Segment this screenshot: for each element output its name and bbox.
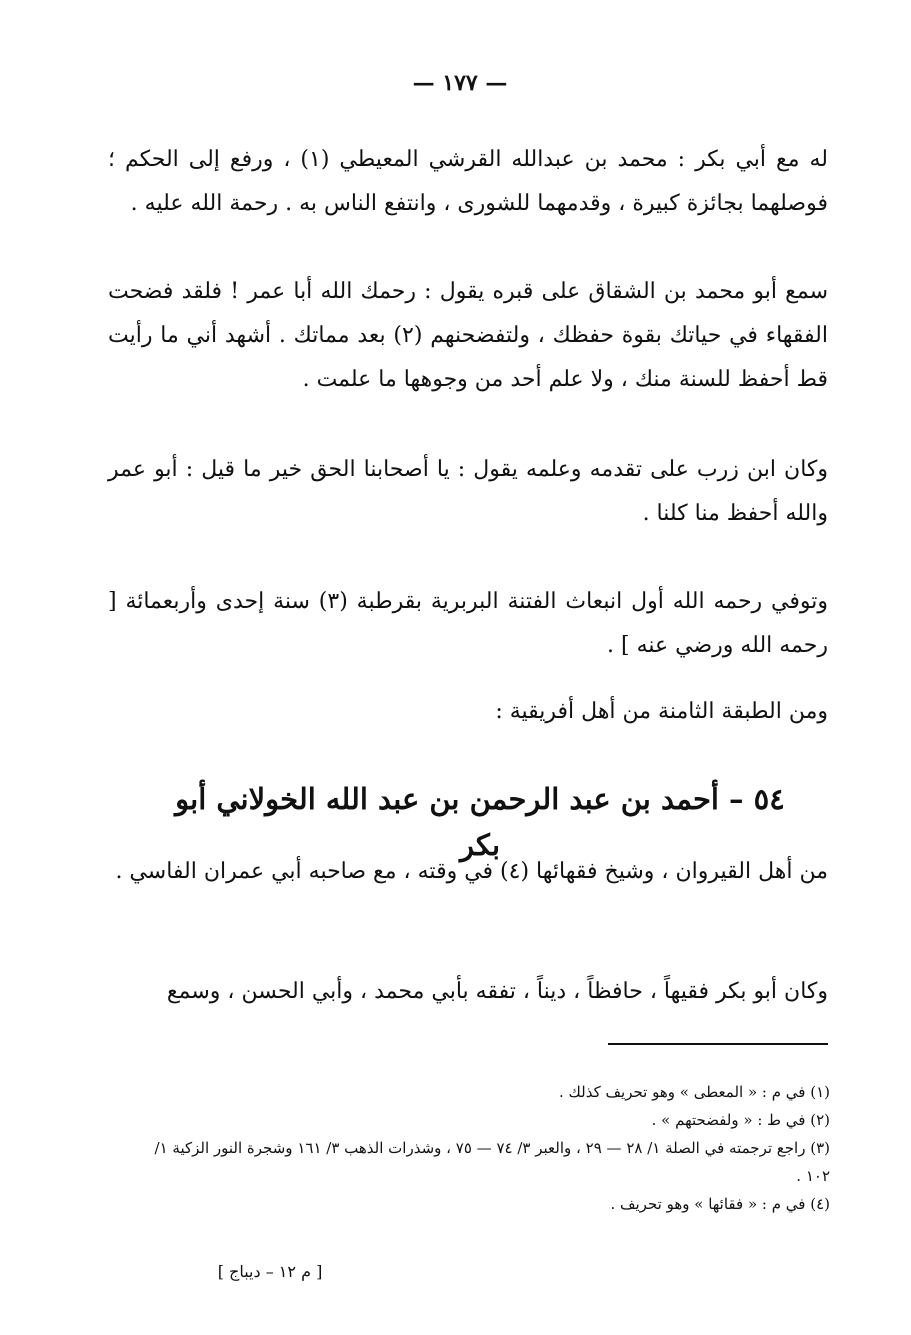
- printer-signature: [ م ١٢ – ديباج ]: [217, 1262, 323, 1281]
- paragraph-death: وتوفي رحمه الله أول انبعاث الفتنة البربرية بقرطبة (٣) سنة إحدى وأربعمائة [ رحمه الله ورضي عنه ] .: [108, 589, 829, 658]
- footnotes: [150, 1078, 830, 1218]
- footnote-3: (٣) راجع ترجمته في الصلة ١/ ٢٨ — ٢٩ ، والعبر ٣/ ٧٤ — ٧٥ ، وشذرات الذهب ٣/ ١٦١ وشجرة النور الزكية ١/ ١٠٢ .: [154, 1139, 830, 1185]
- entry-heading: ٥٤ – أحمد بن عبد الرحمن بن عبد الله الخولاني أبو بكر: [175, 782, 785, 862]
- paragraph-abu-bakr: وكان أبو بكر فقيهاً ، حافظاً ، ديناً ، تفقه بأبي محمد ، وأبي الحسن ، وسمع: [166, 979, 828, 1004]
- paragraph-continuation: له مع أبي بكر : محمد بن عبدالله القرشي المعيطي (١) ، ورفع إلى الحكم ؛ فوصلهما بجائزة كبيرة ، وقدمهما للشورى ، وانتفع الناس به . رحمة الله عليه .: [108, 147, 828, 216]
- footnote-divider: [608, 1043, 828, 1045]
- footnote-2: (٢) في ط : « ولفضحتهم » .: [651, 1111, 830, 1129]
- footnote-4: (٤) في م : « فقائها » وهو تحريف .: [610, 1195, 830, 1213]
- paragraph-qayrawan: من أهل القيروان ، وشيخ فقهائها (٤) في وقته ، مع صاحبه أبي عمران الفاسي .: [115, 859, 828, 884]
- paragraph-ibn-shaqqaq: سمع أبو محمد بن الشقاق على قبره يقول : رحمك الله أبا عمر ! فلقد فضحت الفقهاء في حياتك بقوة حفظك ، ولتفضحنهم (٢) بعد مماتك . أشهد أني ما رأيت قط أحفظ للسنة منك ، ولا علم أحد من وجوهها ما علمت .: [108, 279, 828, 392]
- page-number: — ١٧٧ —: [412, 70, 508, 96]
- footnote-1: (١) في م : « المعطى » وهو تحريف كذلك .: [558, 1083, 830, 1101]
- section-heading-eighth-class: ومن الطبقة الثامنة من أهل أفريقية :: [495, 699, 828, 724]
- paragraph-ibn-zarb: وكان ابن زرب على تقدمه وعلمه يقول : يا أصحابنا الحق خير ما قيل : أبو عمر والله أحفظ منا كلنا .: [108, 457, 828, 526]
